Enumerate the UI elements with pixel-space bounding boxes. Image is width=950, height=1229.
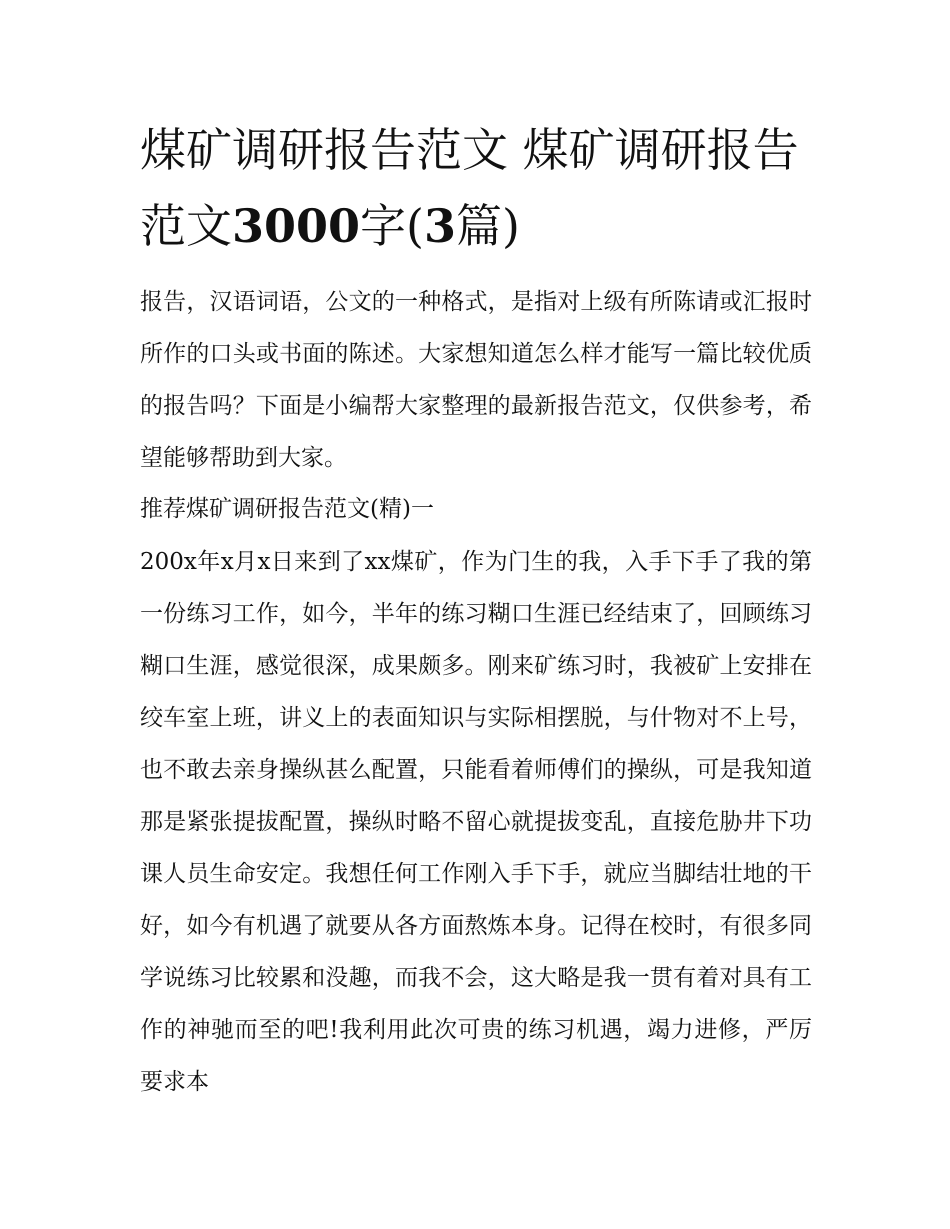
title-suffix: 篇)	[456, 199, 520, 253]
intro-paragraph: 报告，汉语词语，公文的一种格式，是指对上级有所陈请或汇报时所作的口头或书面的陈述。大家想知道怎么样才能写一篇比较优质的报告吗？下面是小编帮大家整理的最新报告范文，仅供参考，希望能够帮助到大家。	[140, 289, 812, 471]
document-page	[140, 112, 812, 1108]
title-text: 煤矿调研报告范文 煤矿调研报告范文	[140, 123, 799, 253]
body-paragraph: 200x年x月x日来到了xx煤矿，作为门生的我，入手下手了我的第一份练习工作，如今，半年的练习糊口生涯已经结束了，回顾练习糊口生涯，感觉很深，成果颇多。刚来矿练习时，我被矿上安排在绞车室上班，讲义上的表面知识与实际相摆脱，与什物对不上号，也不敢去亲身操纵甚么配置，只能看着师傅们的操纵，可是我知道那是紧张提拔配置，操纵时略不留心就提拔变乱，直接危胁井下功课人员生命安定。我想任何工作刚入手下手，就应当脚结壮地的干好，如今有机遇了就要从各方面熬炼本身。记得在校时，有很多同学说练习比较累和没趣，而我不会，这大略是我一贯有着对具有工作的神驰而至的吧!我利用此次可贵的练习机遇，竭力进修，严厉要求本	[140, 549, 812, 1095]
title-number: 3000	[232, 199, 361, 253]
document-title	[140, 112, 812, 264]
section-heading: 推荐煤矿调研报告范文(精)一	[140, 496, 434, 522]
title-unit: 字(	[360, 199, 424, 253]
title-count: 3	[423, 199, 456, 253]
